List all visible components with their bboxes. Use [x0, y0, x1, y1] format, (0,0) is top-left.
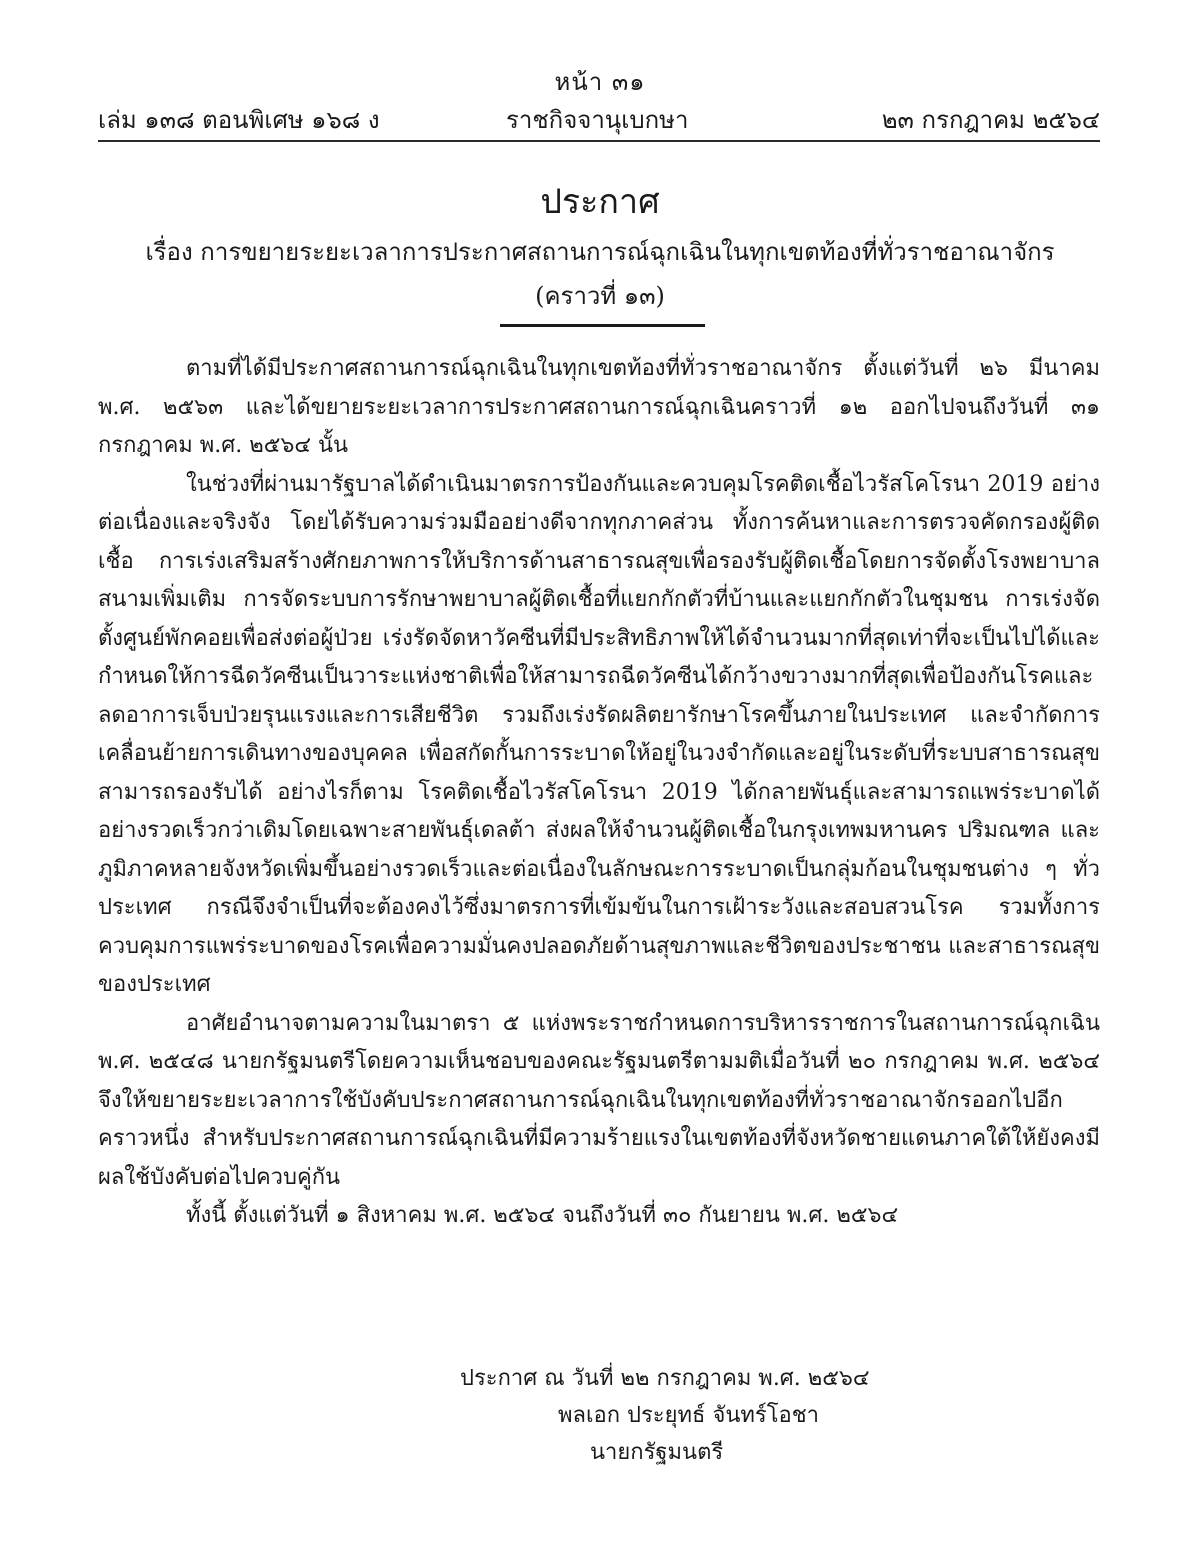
- document-title: ประกาศ: [540, 182, 660, 222]
- document-subject: เรื่อง การขยายระยะเวลาการประกาศสถานการณ์ฉุกเฉินในทุกเขตท้องที่ทั่วราชอาณาจักร: [145, 238, 1055, 266]
- paragraph-authority: อาศัยอำนาจตามความในมาตรา ๕ แห่งพระราชกำหนดการบริหารราชการในสถานการณ์ฉุกเฉิน พ.ศ. ๒๕๔๘ นายกรัฐมนตรีโดยความเห็นชอบของคณะรัฐมนตรีตามมติเมื่อวันที่ ๒๐ กรกฎาคม พ.ศ. ๒๕๖๔ จึงให้ขยายระยะเวลาการใช้บังคับประกาศสถานการณ์ฉุกเฉินในทุกเขตท้องที่ทั่วราชอาณาจักรออกไปอีกคราวหนึ่ง สำหรับประกาศสถานการณ์ฉุกเฉินที่มีความร้ายแรงในเขตท้องที่จังหวัดชายแดนภาคใต้ให้ยังคงมีผลใช้บังคับต่อไปควบคู่กัน: [98, 1010, 1100, 1190]
- signatory-position: นายกรัฐมนตรี: [590, 1440, 724, 1465]
- paragraph-background: ตามที่ได้มีประกาศสถานการณ์ฉุกเฉินในทุกเขตท้องที่ทั่วราชอาณาจักร ตั้งแต่วันที่ ๒๖ มีนาคม พ.ศ. ๒๕๖๓ และได้ขยายระยะเวลาการประกาศสถานการณ์ฉุกเฉินคราวที่ ๑๒ ออกไปจนถึงวันที่ ๓๑ กรกฎาคม พ.ศ. ๒๕๖๔ นั้น: [98, 356, 1100, 458]
- header-divider: [98, 140, 1100, 142]
- volume-issue: เล่ม ๑๓๘ ตอนพิเศษ ๑๖๘ ง: [98, 106, 380, 134]
- document-edition: (คราวที่ ๑๓): [535, 282, 665, 310]
- announcement-date: ประกาศ ณ วันที่ ๒๒ กรกฎาคม พ.ศ. ๒๕๖๔: [460, 1366, 870, 1391]
- signatory-name: พลเอก ประยุทธ์ จันทร์โอชา: [558, 1403, 820, 1428]
- page-number: หน้า ๓๑: [554, 68, 646, 96]
- gazette-header: [98, 100, 1100, 134]
- signature-block: [460, 1360, 980, 1471]
- paragraph-effective-period: ทั้งนี้ ตั้งแต่วันที่ ๑ สิงหาคม พ.ศ. ๒๕๖๔ จนถึงวันที่ ๓๐ กันยายน พ.ศ. ๒๕๖๔: [186, 1203, 899, 1228]
- paragraph-situation: ในช่วงที่ผ่านมารัฐบาลได้ดำเนินมาตรการป้องกันและควบคุมโรคติดเชื้อไวรัสโคโรนา 2019 อย่างต่อเนื่องและจริงจัง โดยได้รับความร่วมมืออย่างดีจากทุกภาคส่วน ทั้งการค้นหาและการตรวจคัดกรองผู้ติดเชื้อ การเร่งเสริมสร้างศักยภาพการให้บริการด้านสาธารณสุขเพื่อรองรับผู้ติดเชื้อโดยการจัดตั้งโรงพยาบาลสนามเพิ่มเติม การจัดระบบการรักษาพยาบาลผู้ติดเชื้อที่แยกกักตัวที่บ้านและแยกกักตัวในชุมชน การเร่งจัดตั้งศูนย์พักคอยเพื่อส่งต่อผู้ป่วย เร่งรัดจัดหาวัคซีนที่มีประสิทธิภาพให้ได้จำนวนมากที่สุดเท่าที่จะเป็นไปได้และกำหนดให้การฉีดวัคซีนเป็นวาระแห่งชาติเพื่อให้สามารถฉีดวัคซีนได้กว้างขวางมากที่สุดเพื่อป้องกันโรคและลดอาการเจ็บป่วยรุนแรงและการเสียชีวิต รวมถึงเร่งรัดผลิตยารักษาโรคขึ้นภายในประเทศ และจำกัดการเคลื่อนย้ายการเดินทางของบุคคล เพื่อสกัดกั้นการระบาดให้อยู่ในวงจำกัดและอยู่ในระดับที่ระบบสาธารณสุขสามารถรองรับได้ อย่างไรก็ตาม โรคติดเชื้อไวรัสโคโรนา 2019 ได้กลายพันธุ์และสามารถแพร่ระบาดได้อย่างรวดเร็วกว่าเดิมโดยเฉพาะสายพันธุ์เดลต้า ส่งผลให้จำนวนผู้ติดเชื้อในกรุงเทพมหานคร ปริมณฑล และภูมิภาคหลายจังหวัดเพิ่มขึ้นอย่างรวดเร็วและต่อเนื่องในลักษณะการระบาดเป็นกลุ่มก้อนในชุมชนต่าง ๆ ทั่วประเทศ กรณีจึงจำเป็นที่จะต้องคงไว้ซึ่งมาตรการที่เข้มข้นในการเฝ้าระวังและสอบสวนโรค รวมทั้งการควบคุมการแพร่ระบาดของโรคเพื่อความมั่นคงปลอดภัยด้านสุขภาพและชีวิตของประชาชน และสาธารณสุขของประเทศ: [98, 471, 1100, 997]
- publication-date: ๒๓ กรกฎาคม ๒๕๖๔: [881, 106, 1100, 134]
- publication-name: ราชกิจจานุเบกษา: [506, 106, 689, 134]
- document-body: [98, 350, 1100, 1236]
- title-divider: [500, 324, 705, 327]
